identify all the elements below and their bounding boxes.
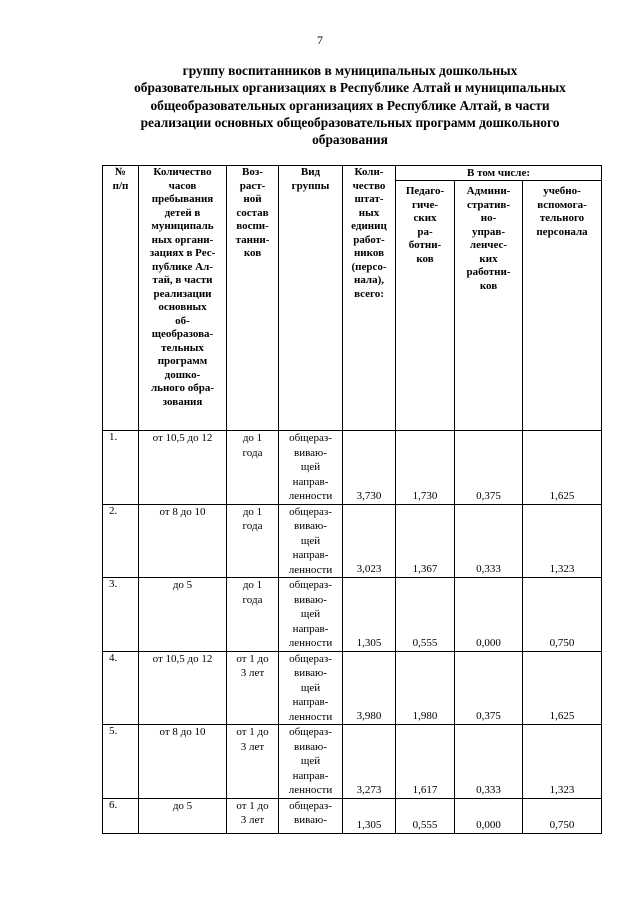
cell-line: года — [242, 446, 263, 459]
cell-total: 1,305 — [343, 578, 396, 652]
header-pedagogical — [396, 181, 455, 431]
cell-group-type — [279, 798, 343, 833]
header-line: программ — [157, 355, 208, 367]
header-line: стратив- — [466, 198, 511, 211]
cell-group-type — [279, 651, 343, 725]
header-line: Админи- — [466, 185, 511, 197]
cell-line: виваю- — [294, 593, 327, 606]
cell-line: до 1 — [242, 432, 263, 444]
header-line: чество — [352, 179, 386, 192]
header-line: тельных — [161, 341, 204, 354]
row-number: 6. — [103, 798, 139, 833]
header-administrative — [455, 181, 523, 431]
header-line: п/п — [112, 179, 129, 192]
header-line: ных органи- — [151, 233, 214, 246]
row-number: 2. — [103, 504, 139, 578]
header-line: но- — [480, 212, 497, 224]
document-heading — [90, 62, 610, 148]
row-number: 3. — [103, 578, 139, 652]
header-line: ных — [358, 206, 380, 219]
cell-support: 0,750 — [523, 578, 602, 652]
cell-line: от 1 до — [236, 726, 269, 738]
cell-line: направ- — [292, 622, 329, 635]
page-number: 7 — [317, 33, 323, 47]
header-line: ских — [413, 212, 437, 224]
cell-hours: от 10,5 до 12 — [139, 651, 227, 725]
header-age — [227, 166, 279, 431]
cell-age — [227, 504, 279, 578]
header-line: зациях в Рес- — [149, 247, 216, 259]
header-line: пребывания — [151, 193, 214, 205]
cell-line: общераз- — [289, 652, 332, 665]
table-header — [103, 166, 602, 431]
cell-line: ленности — [288, 490, 333, 502]
cell-line: щей — [300, 755, 321, 767]
cell-age — [227, 798, 279, 833]
cell-line: 3 лет — [240, 667, 265, 679]
cell-line: до 1 — [242, 505, 263, 518]
cell-support: 1,625 — [523, 651, 602, 725]
cell-hours: от 8 до 10 — [139, 504, 227, 578]
cell-administrative: 0,333 — [455, 725, 523, 799]
cell-line: направ- — [292, 475, 329, 488]
cell-administrative: 0,375 — [455, 431, 523, 505]
cell-administrative: 0,000 — [455, 578, 523, 652]
cell-group-type — [279, 578, 343, 652]
cell-support: 1,323 — [523, 504, 602, 578]
header-line: единиц — [351, 220, 387, 232]
header-support-staff — [523, 181, 602, 431]
header-line: муниципаль — [151, 220, 214, 232]
header-line: ких — [479, 252, 498, 265]
header-line: учебно- — [543, 185, 581, 197]
cell-age — [227, 651, 279, 725]
cell-hours: до 5 — [139, 798, 227, 833]
header-line: управ- — [471, 225, 506, 238]
header-line: ков — [416, 252, 434, 265]
header-line: детей в — [164, 206, 201, 219]
cell-line: направ- — [292, 696, 329, 708]
cell-pedagogical: 0,555 — [396, 578, 455, 652]
heading-line: образования — [312, 132, 388, 148]
cell-line: виваю- — [294, 446, 327, 459]
cell-line: виваю- — [294, 667, 327, 679]
cell-total: 3,023 — [343, 504, 396, 578]
header-line: состав — [236, 206, 269, 219]
cell-line: щей — [300, 681, 321, 694]
row-number: 1. — [103, 431, 139, 505]
cell-administrative: 0,000 — [455, 798, 523, 833]
header-line: персонала — [536, 225, 588, 238]
header-line: раст- — [239, 179, 266, 192]
staffing-table — [102, 165, 602, 834]
cell-pedagogical: 1,367 — [396, 504, 455, 578]
cell-total: 3,980 — [343, 651, 396, 725]
header-line: щеобразова- — [151, 328, 214, 340]
header-line: работ- — [353, 233, 385, 246]
header-line: об- — [175, 314, 190, 327]
header-group-type — [279, 166, 343, 431]
cell-administrative: 0,333 — [455, 504, 523, 578]
heading-line: образовательных организациях в Республике Алтай и муниципальных — [134, 80, 566, 96]
cell-support: 1,323 — [523, 725, 602, 799]
cell-line: 3 лет — [240, 740, 265, 753]
cell-line: щей — [300, 461, 321, 473]
cell-line: виваю- — [294, 814, 327, 826]
header-line: зования — [162, 395, 203, 408]
cell-line: направ- — [292, 769, 329, 782]
cell-total: 1,305 — [343, 798, 396, 833]
header-hours — [139, 166, 227, 431]
cell-pedagogical: 1,617 — [396, 725, 455, 799]
cell-pedagogical: 1,980 — [396, 651, 455, 725]
header-line: группы — [291, 179, 330, 192]
table-row — [103, 651, 602, 725]
cell-hours: до 5 — [139, 578, 227, 652]
cell-hours: от 8 до 10 — [139, 725, 227, 799]
header-line: гиче- — [411, 198, 439, 211]
header-line: основных — [158, 301, 207, 313]
cell-line: от 1 до — [236, 652, 269, 665]
header-line: публике Ал- — [152, 260, 213, 273]
header-line: вспомога- — [537, 198, 587, 211]
table-body — [103, 431, 602, 834]
header-num — [103, 166, 139, 431]
header-line: Вид — [300, 166, 321, 178]
header-total-staff — [343, 166, 396, 431]
header-line: ной — [243, 193, 262, 205]
cell-age — [227, 578, 279, 652]
header-line: ленчес- — [469, 239, 508, 251]
row-number: 5. — [103, 725, 139, 799]
header-line: ботни- — [408, 239, 442, 251]
table-row — [103, 798, 602, 833]
header-line: танни- — [235, 233, 270, 246]
cell-support: 1,625 — [523, 431, 602, 505]
cell-age — [227, 431, 279, 505]
heading-line: общеобразовательных организациях в Республике Алтай, в части — [150, 97, 550, 113]
header-line: тельного — [539, 212, 585, 224]
cell-line: общераз- — [289, 505, 332, 518]
header-line: Количество — [153, 166, 212, 178]
cell-line: ленности — [288, 710, 333, 723]
cell-line: года — [242, 520, 263, 532]
cell-pedagogical: 0,555 — [396, 798, 455, 833]
heading-line: группу воспитанников в муниципальных дошкольных — [182, 63, 518, 78]
cell-group-type — [279, 431, 343, 505]
cell-line: ленности — [288, 637, 333, 649]
header-line: нала), — [353, 274, 385, 286]
table-row — [103, 725, 602, 799]
row-number: 4. — [103, 651, 139, 725]
cell-pedagogical: 1,730 — [396, 431, 455, 505]
header-line: льного обра- — [150, 382, 215, 394]
header-line: штат- — [354, 193, 384, 205]
cell-line: 3 лет — [240, 814, 265, 826]
cell-line: до 1 — [242, 579, 263, 591]
header-including: В том числе: — [396, 166, 602, 181]
header-line: Воз- — [242, 166, 263, 178]
header-line: часов — [168, 179, 197, 192]
cell-total: 3,273 — [343, 725, 396, 799]
cell-group-type — [279, 725, 343, 799]
header-line: Педаго- — [405, 185, 445, 197]
cell-line: направ- — [292, 549, 329, 561]
header-line: работни- — [466, 266, 511, 278]
cell-line: виваю- — [294, 740, 327, 753]
header-line: ра- — [417, 225, 433, 238]
header-line: всего: — [354, 287, 384, 300]
header-line: воспи- — [236, 220, 269, 232]
cell-line: виваю- — [294, 520, 327, 532]
cell-line: общераз- — [289, 726, 332, 738]
header-line: (персо- — [351, 260, 387, 273]
table-row — [103, 504, 602, 578]
header-line: ков — [243, 247, 262, 259]
cell-line: от 1 до — [236, 799, 269, 812]
cell-administrative: 0,375 — [455, 651, 523, 725]
cell-line: общераз- — [289, 432, 332, 444]
cell-line: ленности — [288, 784, 333, 796]
cell-line: ленности — [288, 563, 333, 576]
header-line: ников — [353, 247, 385, 259]
header-line: Коли- — [354, 166, 384, 178]
cell-age — [227, 725, 279, 799]
cell-total: 3,730 — [343, 431, 396, 505]
cell-line: общераз- — [289, 799, 332, 812]
heading-line: реализации основных общеобразовательных программ дошкольного — [140, 114, 560, 130]
cell-hours: от 10,5 до 12 — [139, 431, 227, 505]
cell-line: года — [242, 593, 263, 606]
table-row — [103, 431, 602, 505]
header-line: ков — [479, 279, 498, 292]
cell-line: щей — [300, 534, 321, 547]
cell-support: 0,750 — [523, 798, 602, 833]
cell-line: общераз- — [289, 579, 332, 591]
header-line: дошко- — [164, 368, 201, 381]
cell-group-type — [279, 504, 343, 578]
header-line: тай, в части — [152, 274, 213, 286]
table-row — [103, 578, 602, 652]
cell-line: щей — [300, 608, 321, 620]
header-line: № — [114, 166, 127, 178]
header-line: реализации — [153, 287, 212, 300]
